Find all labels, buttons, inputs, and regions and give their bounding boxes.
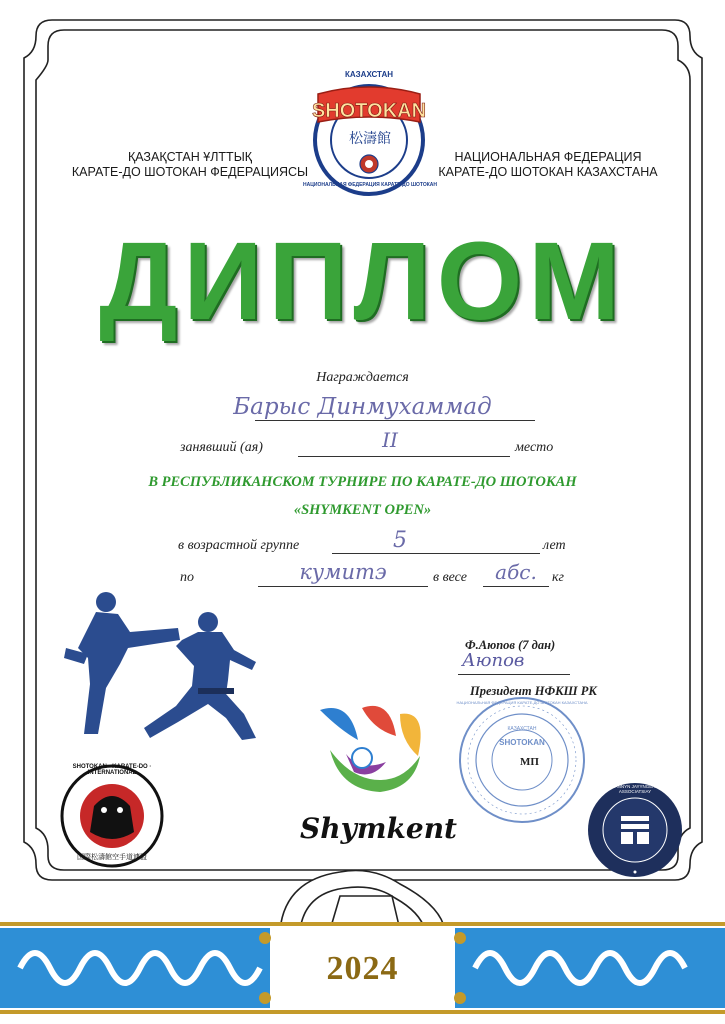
header-right xyxy=(418,150,678,180)
signer-name: Ф.Аюпов (7 дан) xyxy=(465,638,556,652)
discipline-prefix: по xyxy=(180,570,194,585)
header-left-line1: ҚАЗАҚСТАН ҰЛТТЫҚ xyxy=(127,150,253,164)
awarded-label: Награждается xyxy=(316,370,409,385)
stamp-center-top: КАЗАХСТАН xyxy=(507,726,537,732)
stamp-ring-text: НАЦИОНАЛЬНАЯ ФЕДЕРАЦИЯ КАРАТЕ-ДО ШОТОКАН КАЗАХСТАНА xyxy=(456,700,588,705)
stamp-mp: МП xyxy=(520,756,539,768)
age-value: 5 xyxy=(393,528,407,553)
discipline-value: кумитэ xyxy=(299,560,387,584)
signer-position: Президент НФКШ РК xyxy=(470,684,597,698)
year: 2024 xyxy=(326,950,399,987)
association-logo xyxy=(585,780,685,880)
weight-prefix: в весе xyxy=(433,570,467,585)
svg-text:SHOTOKAN: SHOTOKAN xyxy=(311,100,427,122)
karate-fighters-illustration xyxy=(58,588,268,748)
shymkent-wordmark: Shymkent xyxy=(300,812,457,845)
signature-scribble: Аюпов xyxy=(462,650,525,671)
logo-ring-bottom-text: НАЦИОНАЛЬНАЯ ФЕДЕРАЦИЯ КАРАТЕ-ДО ШОТОКАН xyxy=(302,182,437,188)
header-left-line2: КАРАТЕ-ДО ШОТОКАН ФЕДЕРАЦИЯСЫ xyxy=(71,165,309,179)
age-prefix: в возрастной группе xyxy=(178,538,300,553)
age-suffix: лет xyxy=(543,538,566,553)
header-right-line2: КАРАТЕ-ДО ШОТОКАН КАЗАХСТАНА xyxy=(438,165,658,179)
logo-kanji: 松濤館 xyxy=(349,131,391,147)
recipient-name: Барыс Динмухаммад xyxy=(233,394,492,420)
event-line2: «SHYMKENT OPEN» xyxy=(293,502,432,518)
weight-suffix: кг xyxy=(552,570,565,585)
place-prefix: занявший (ая) xyxy=(180,440,263,455)
header-left xyxy=(60,150,320,180)
logo-ring-top-text: КАЗАХСТАН xyxy=(345,70,393,79)
diploma-title: ДИПЛОМ xyxy=(99,220,626,343)
association-ring-text: QAZAQSTANNYN JAYYNGERLIK ONER ASSOCIATSIAY xyxy=(593,784,677,794)
shymkent-logo xyxy=(300,700,440,820)
ski-ring-text: SHOTOKAN · KARATE-DO · INTERNATIONAL xyxy=(72,764,152,776)
event-line1: В РЕСПУБЛИКАНСКОМ ТУРНИРЕ ПО КАРАТЕ-ДО ШОТОКАН xyxy=(148,474,577,490)
header-right-line1: НАЦИОНАЛЬНАЯ ФЕДЕРАЦИЯ xyxy=(454,150,642,164)
ski-kanji: 国際松濤館空手道連盟 xyxy=(77,853,147,861)
place-value: II xyxy=(382,428,398,452)
weight-value: абс. xyxy=(495,560,537,584)
place-suffix: место xyxy=(515,440,554,455)
stamp-center-text: SHOTOKAN xyxy=(499,738,545,747)
